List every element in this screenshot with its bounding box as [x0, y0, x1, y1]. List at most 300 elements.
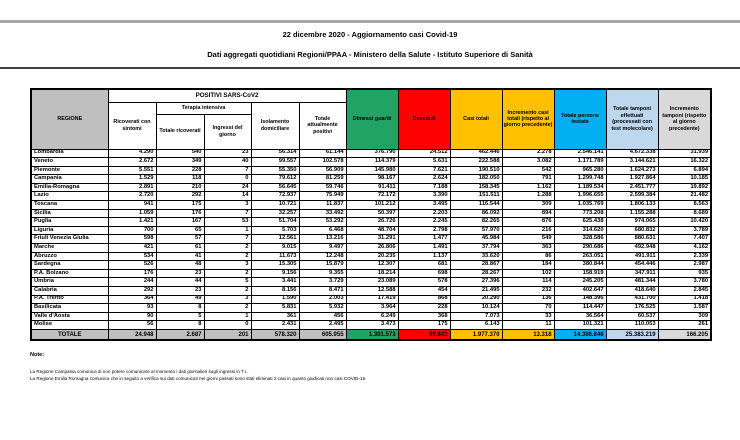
column-header-totale-ricoverati: Totale ricoverati — [156, 114, 204, 149]
table-row — [31, 321, 711, 330]
value-cell: 3 — [204, 295, 251, 304]
value-cell: 24.512 — [398, 149, 450, 158]
region-name-cell: Campania — [31, 175, 108, 184]
value-cell: 492.948 — [606, 244, 658, 253]
value-cell: 102.578 — [299, 158, 346, 167]
value-cell: 11.673 — [251, 252, 299, 261]
value-cell: 23.089 — [346, 278, 398, 287]
value-cell: 148.396 — [554, 295, 606, 304]
value-cell: 56.645 — [251, 183, 299, 192]
value-cell: 549 — [502, 235, 554, 244]
column-header-persone-testate: Totale persone testate — [554, 89, 606, 149]
value-cell: 9.355 — [299, 269, 346, 278]
value-cell: 36.564 — [554, 312, 606, 321]
value-cell: 290.686 — [554, 244, 606, 253]
value-cell: 23 — [156, 287, 204, 296]
value-cell: 41 — [156, 252, 204, 261]
table-row — [31, 235, 711, 244]
region-name-cell: Veneto — [31, 158, 108, 167]
value-cell: 5.551 — [108, 166, 156, 175]
value-cell: 8 — [156, 321, 204, 330]
value-cell: 2 — [204, 244, 251, 253]
value-cell: 14 — [204, 192, 251, 201]
value-cell: 6.894 — [658, 166, 711, 175]
value-cell: 1.491 — [398, 244, 450, 253]
totale-value-cell: 24.948 — [108, 329, 156, 340]
region-name-cell: P.A. Trento — [31, 295, 108, 304]
value-cell: 263.051 — [554, 252, 606, 261]
value-cell: 773.208 — [554, 209, 606, 218]
value-cell: 70 — [502, 304, 554, 313]
value-cell: 33.492 — [299, 209, 346, 218]
value-cell: 19.892 — [658, 183, 711, 192]
value-cell: 101.212 — [346, 201, 398, 210]
top-divider — [0, 20, 740, 23]
table-row — [31, 209, 711, 218]
value-cell: 3.495 — [398, 201, 450, 210]
region-name-cell: Emilia-Romagna — [31, 183, 108, 192]
value-cell: 680.832 — [606, 226, 658, 235]
value-cell: 3.964 — [346, 304, 398, 313]
totale-value-cell: 14.386.848 — [554, 329, 606, 340]
value-cell: 5.932 — [299, 304, 346, 313]
value-cell: 56.314 — [251, 149, 299, 158]
value-cell: 28.867 — [450, 261, 502, 270]
value-cell: 184 — [502, 261, 554, 270]
covid-data-table — [30, 88, 712, 341]
totale-value-cell: 578.320 — [251, 329, 299, 340]
value-cell: 3.789 — [658, 226, 711, 235]
value-cell: 61 — [156, 244, 204, 253]
value-cell: 5.631 — [398, 158, 450, 167]
value-cell: 158.345 — [450, 183, 502, 192]
value-cell: 431.700 — [606, 295, 658, 304]
table-row — [31, 278, 711, 287]
value-cell: 1.529 — [108, 175, 156, 184]
value-cell: 31.939 — [658, 149, 711, 158]
value-cell: 11 — [502, 321, 554, 330]
value-cell: 44 — [156, 278, 204, 287]
value-cell: 158.919 — [554, 269, 606, 278]
value-cell: 10.185 — [658, 175, 711, 184]
table-row — [31, 244, 711, 253]
table-row — [31, 226, 711, 235]
column-header-totale-attualmente-positivi: Totale attualmente positivi — [299, 102, 346, 149]
value-cell: 98.167 — [346, 175, 398, 184]
value-cell: 5.831 — [251, 304, 299, 313]
value-cell: 418.640 — [606, 287, 658, 296]
value-cell: 3.082 — [502, 158, 554, 167]
value-cell: 1.587 — [658, 304, 711, 313]
table-row — [31, 158, 711, 167]
value-cell: 2.599.384 — [606, 192, 658, 201]
value-cell: 90 — [108, 312, 156, 321]
value-cell: 974.065 — [606, 218, 658, 227]
value-cell: 57.970 — [450, 226, 502, 235]
value-cell: 2.672 — [108, 158, 156, 167]
value-cell: 17.419 — [346, 295, 398, 304]
totale-value-cell: 1.301.573 — [346, 329, 398, 340]
value-cell: 93 — [108, 304, 156, 313]
value-cell: 7.188 — [398, 183, 450, 192]
value-cell: 2.003 — [299, 295, 346, 304]
value-cell: 314.620 — [554, 226, 606, 235]
value-cell: 12.307 — [346, 261, 398, 270]
totale-value-cell: 166.205 — [658, 329, 711, 340]
value-cell: 2.278 — [502, 149, 554, 158]
value-cell: 49 — [156, 295, 204, 304]
value-cell: 48.704 — [346, 226, 398, 235]
value-cell: 20.235 — [346, 252, 398, 261]
value-cell: 2 — [204, 269, 251, 278]
value-cell: 700 — [108, 226, 156, 235]
totale-label-cell: TOTALE — [31, 329, 108, 340]
column-header-incremento-casi: Incremento casi totali (rispetto al giorno precedente) — [502, 89, 554, 149]
note-campania: La Regione Campania comunica di non potere comunicare al momento i dati giornalieri sugli ingressi in T.I.. — [30, 369, 249, 374]
table-row — [31, 295, 711, 304]
value-cell: 228 — [398, 304, 450, 313]
value-cell: 309 — [658, 312, 711, 321]
value-cell: 4.672.338 — [606, 149, 658, 158]
value-cell: 1.299.748 — [554, 175, 606, 184]
table-row — [31, 149, 711, 158]
value-cell: 292 — [156, 192, 204, 201]
value-cell: 99.557 — [251, 158, 299, 167]
region-name-cell: P.A. Bolzano — [31, 269, 108, 278]
value-cell: 27.396 — [450, 278, 502, 287]
region-name-cell: Lombardia — [31, 149, 108, 158]
region-name-cell: Liguria — [31, 226, 108, 235]
value-cell: 2.431 — [251, 321, 299, 330]
value-cell: 3 — [204, 261, 251, 270]
value-cell: 114.379 — [346, 158, 398, 167]
value-cell: 21.495 — [450, 287, 502, 296]
value-cell: 598 — [108, 235, 156, 244]
value-cell: 50.397 — [346, 209, 398, 218]
region-name-cell: Puglia — [31, 218, 108, 227]
value-cell: 16.322 — [658, 158, 711, 167]
value-cell: 7 — [204, 209, 251, 218]
value-cell: 894 — [502, 209, 554, 218]
value-cell: 10.721 — [251, 201, 299, 210]
value-cell: 935 — [658, 269, 711, 278]
value-cell: 491.911 — [606, 252, 658, 261]
value-cell: 1 — [204, 226, 251, 235]
value-cell: 21.482 — [658, 192, 711, 201]
value-cell: 3.473 — [346, 321, 398, 330]
table-row — [31, 304, 711, 313]
value-cell: 1.806.133 — [606, 201, 658, 210]
value-cell: 55.350 — [251, 166, 299, 175]
totale-value-cell: 605.955 — [299, 329, 346, 340]
group-header-terapia-intensiva: Terapia intensiva — [156, 102, 251, 114]
value-cell: 9.015 — [251, 244, 299, 253]
value-cell: 2.798 — [398, 226, 450, 235]
value-cell: 81.259 — [299, 175, 346, 184]
region-name-cell: Abruzzo — [31, 252, 108, 261]
value-cell: 292 — [108, 287, 156, 296]
value-cell: 65 — [156, 226, 204, 235]
region-name-cell: Sicilia — [31, 209, 108, 218]
notes-title: Note: — [30, 352, 45, 358]
column-header-casi-totali: Casi totali — [450, 89, 502, 149]
value-cell: 5.703 — [251, 226, 299, 235]
value-cell: 32.257 — [251, 209, 299, 218]
table-row — [31, 183, 711, 192]
value-cell: 10.124 — [450, 304, 502, 313]
value-cell: 681 — [398, 261, 450, 270]
region-name-cell: Calabria — [31, 287, 108, 296]
value-cell: 15.879 — [299, 261, 346, 270]
value-cell: 28.267 — [450, 269, 502, 278]
column-header-incremento-tamponi: Incremento tamponi (rispetto al giorno precedente) — [658, 89, 711, 149]
value-cell: 9.156 — [251, 269, 299, 278]
value-cell: 86.092 — [450, 209, 502, 218]
value-cell: 136 — [502, 295, 554, 304]
value-cell: 102 — [502, 269, 554, 278]
value-cell: 72.937 — [251, 192, 299, 201]
value-cell: 51.704 — [251, 218, 299, 227]
value-cell: 2.546.141 — [554, 149, 606, 158]
region-name-cell: Molise — [31, 321, 108, 330]
value-cell: 118 — [156, 175, 204, 184]
value-cell: 328.586 — [554, 235, 606, 244]
value-cell: 8.471 — [299, 287, 346, 296]
value-cell: 1.288 — [502, 192, 554, 201]
value-cell: 82.265 — [450, 218, 502, 227]
value-cell: 1.421 — [108, 218, 156, 227]
value-cell: 454.446 — [606, 261, 658, 270]
table-row — [31, 175, 711, 184]
value-cell: 15.305 — [251, 261, 299, 270]
value-cell: 110.053 — [606, 321, 658, 330]
value-cell: 309 — [502, 201, 554, 210]
value-cell: 456 — [299, 312, 346, 321]
value-cell: 868 — [398, 295, 450, 304]
value-cell: 7.073 — [450, 312, 502, 321]
value-cell: 402.647 — [554, 287, 606, 296]
table-row — [31, 218, 711, 227]
value-cell: 2.720 — [108, 192, 156, 201]
table-row — [31, 166, 711, 175]
table-row — [31, 261, 711, 270]
title-divider — [0, 67, 740, 69]
value-cell: 2.451.777 — [606, 183, 658, 192]
region-name-cell: Basilicata — [31, 304, 108, 313]
value-cell: 114 — [502, 278, 554, 287]
value-cell: 791 — [502, 175, 554, 184]
value-cell: 244 — [108, 278, 156, 287]
value-cell: 190.510 — [450, 166, 502, 175]
value-cell: 176.525 — [606, 304, 658, 313]
value-cell: 8.563 — [658, 201, 711, 210]
value-cell: 57 — [156, 235, 204, 244]
value-cell: 176 — [108, 269, 156, 278]
value-cell: 698 — [398, 269, 450, 278]
value-cell: 182.050 — [450, 175, 502, 184]
value-cell: 116.544 — [450, 201, 502, 210]
value-cell: 222.588 — [450, 158, 502, 167]
value-cell: 3 — [204, 201, 251, 210]
value-cell: 45.984 — [450, 235, 502, 244]
value-cell: 364 — [108, 295, 156, 304]
value-cell: 176 — [156, 209, 204, 218]
value-cell: 11.837 — [299, 201, 346, 210]
value-cell: 3.144.621 — [606, 158, 658, 167]
value-cell: 361 — [251, 312, 299, 321]
value-cell: 245.205 — [554, 278, 606, 287]
value-cell: 2 — [204, 252, 251, 261]
value-cell: 1.189.534 — [554, 183, 606, 192]
column-header-ingressi-giorno: Ingressi del giorno — [204, 114, 251, 149]
value-cell: 175 — [156, 201, 204, 210]
value-cell: 53 — [204, 218, 251, 227]
value-cell: 4.290 — [108, 149, 156, 158]
value-cell: 216 — [502, 226, 554, 235]
value-cell: 578 — [398, 278, 450, 287]
value-cell: 9.497 — [299, 244, 346, 253]
table-row — [31, 269, 711, 278]
value-cell: 53.292 — [299, 218, 346, 227]
totale-value-cell: 69.842 — [398, 329, 450, 340]
value-cell: 3.780 — [658, 278, 711, 287]
value-cell: 86 — [502, 252, 554, 261]
value-cell: 24 — [204, 183, 251, 192]
value-cell: 1.171.789 — [554, 158, 606, 167]
value-cell: 59.746 — [299, 183, 346, 192]
value-cell: 1.035.769 — [554, 201, 606, 210]
value-cell: 18.214 — [346, 269, 398, 278]
group-header-positivi-sars-cov2: POSITIVI SARS-CoV2 — [108, 89, 346, 102]
value-cell: 0 — [204, 321, 251, 330]
value-cell: 1.927.864 — [606, 175, 658, 184]
value-cell: 2 — [204, 304, 251, 313]
value-cell: 625.438 — [554, 218, 606, 227]
value-cell: 376.790 — [346, 149, 398, 158]
value-cell: 1.996.655 — [554, 192, 606, 201]
value-cell: 61.144 — [299, 149, 346, 158]
value-cell: 2.203 — [398, 209, 450, 218]
value-cell: 12.561 — [251, 235, 299, 244]
value-cell: 114.447 — [554, 304, 606, 313]
value-cell: 2.495 — [299, 321, 346, 330]
column-header-dimessi-guariti: Dimessi guariti — [346, 89, 398, 149]
column-header-ricoverati-sintomi: Ricoverati con sintomi — [108, 102, 156, 149]
value-cell: 454 — [398, 287, 450, 296]
totale-value-cell: 25.383.219 — [606, 329, 658, 340]
region-name-cell: Friuli Venezia Giulia — [31, 235, 108, 244]
value-cell: 56 — [108, 321, 156, 330]
totale-value-cell: 13.318 — [502, 329, 554, 340]
value-cell: 8.156 — [251, 287, 299, 296]
value-cell: 60.537 — [606, 312, 658, 321]
value-cell: 540 — [156, 149, 204, 158]
value-cell: 40 — [204, 158, 251, 167]
value-cell: 2.891 — [108, 183, 156, 192]
value-cell: 2.845 — [658, 287, 711, 296]
value-cell: 3.441 — [251, 278, 299, 287]
value-cell: 12.588 — [346, 287, 398, 296]
value-cell: 1.624.273 — [606, 166, 658, 175]
column-header-deceduti: Deceduti — [398, 89, 450, 149]
value-cell: 23 — [204, 149, 251, 158]
value-cell: 2.987 — [658, 261, 711, 270]
value-cell: 349 — [156, 158, 204, 167]
value-cell: 8.689 — [658, 209, 711, 218]
value-cell: 8 — [156, 304, 204, 313]
value-cell: 33.620 — [450, 252, 502, 261]
value-cell: 145.980 — [346, 166, 398, 175]
region-name-cell: Valle d'Aosta — [31, 312, 108, 321]
value-cell: 6.143 — [450, 321, 502, 330]
totale-value-cell: 201 — [204, 329, 251, 340]
column-header-tamponi: Totale tamponi effettuati (processati con test molecolare) — [606, 89, 658, 149]
value-cell: 1.477 — [398, 235, 450, 244]
table-row — [31, 201, 711, 210]
value-cell: 421 — [108, 244, 156, 253]
value-cell: 228 — [156, 166, 204, 175]
region-name-cell: Marche — [31, 244, 108, 253]
value-cell: 56.909 — [299, 166, 346, 175]
value-cell: 7.407 — [658, 235, 711, 244]
value-cell: 2.624 — [398, 175, 450, 184]
value-cell: 526 — [108, 261, 156, 270]
value-cell: 175 — [398, 321, 450, 330]
column-header-isolamento-domiciliare: Isolamento domiciliare — [251, 102, 299, 149]
report-title: 22 dicembre 2020 - Aggiornamento casi Covid-19 — [282, 30, 458, 39]
value-cell: 72.172 — [346, 192, 398, 201]
value-cell: 1.155.288 — [606, 209, 658, 218]
value-cell: 10.420 — [658, 218, 711, 227]
value-cell: 48 — [156, 261, 204, 270]
value-cell: 2.245 — [398, 218, 450, 227]
table-row — [31, 312, 711, 321]
value-cell: 2.339 — [658, 252, 711, 261]
region-name-cell: Lazio — [31, 192, 108, 201]
value-cell: 31.291 — [346, 235, 398, 244]
value-cell: 368 — [398, 312, 450, 321]
value-cell: 6.468 — [299, 226, 346, 235]
value-cell: 151.511 — [450, 192, 502, 201]
value-cell: 37.794 — [450, 244, 502, 253]
value-cell: 1.590 — [251, 295, 299, 304]
value-cell: 5 — [156, 312, 204, 321]
totale-value-cell: 1.977.370 — [450, 329, 502, 340]
value-cell: 20.290 — [450, 295, 502, 304]
value-cell: 79.612 — [251, 175, 299, 184]
table-row — [31, 192, 711, 201]
value-cell: 75.949 — [299, 192, 346, 201]
region-name-cell: Toscana — [31, 201, 108, 210]
note-emilia-romagna: La Regione Emilia Romagna comunica che in seguito a verifica sui dati comunicati nei giorni passati sono stati eliminati 2 casi in quanto giudicati non casi COVID-19. — [30, 376, 367, 381]
value-cell: 0 — [204, 175, 251, 184]
value-cell: 1.137 — [398, 252, 450, 261]
value-cell: 5 — [204, 278, 251, 287]
table-body — [31, 149, 711, 340]
value-cell: 2 — [204, 287, 251, 296]
totale-value-cell: 2.687 — [156, 329, 204, 340]
value-cell: 1.162 — [502, 183, 554, 192]
value-cell: 232 — [502, 287, 554, 296]
value-cell: 261 — [658, 321, 711, 330]
value-cell: 33 — [502, 312, 554, 321]
value-cell: 1.059 — [108, 209, 156, 218]
totale-row — [31, 329, 711, 340]
value-cell: 167 — [156, 218, 204, 227]
value-cell: 542 — [502, 166, 554, 175]
region-name-cell: Piemonte — [31, 166, 108, 175]
table-row — [31, 287, 711, 296]
